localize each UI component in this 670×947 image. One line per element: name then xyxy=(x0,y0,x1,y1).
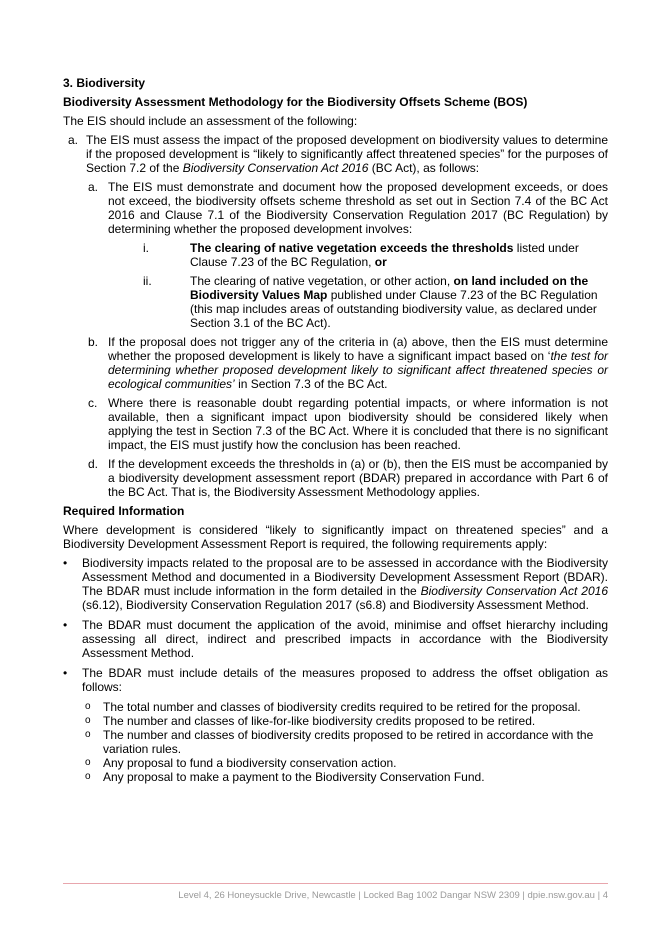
list-marker: ii. xyxy=(143,274,152,288)
subheading-bos: Biodiversity Assessment Methodology for the Biodiversity Offsets Scheme (BOS) xyxy=(63,95,528,109)
sub-bullet-item xyxy=(63,728,608,756)
bullet-item-3 xyxy=(63,666,608,694)
list-item-roman-i xyxy=(63,241,608,269)
sub-c-text: Where there is reasonable doubt regarding potential impacts, or where information is not available, then a significant impact upon biodiversity should be considered likely when applying the test in Section 7.3 of the BC Act. Where it is concluded that there is no significant impact, the EIS must justify how the conclusion has been reached. xyxy=(108,396,608,452)
roman-ii-bold: on land included on the Biodiversity Values Map xyxy=(190,274,589,302)
sub-bullet-text: Any proposal to make a payment to the Biodiversity Conservation Fund. xyxy=(103,770,485,784)
sub-b-text-pre: If the proposal does not trigger any of the criteria in (a) above, then the EIS must determine whether the proposed development is likely to have a significant impact based on ‘ xyxy=(108,335,608,363)
circle-bullet-icon: o xyxy=(85,715,91,726)
bullet2-text: The BDAR must document the application of the avoid, minimise and offset hierarchy including assessing all direct, indirect and prescribed impacts in accordance with the Biodiversity Assessment Method. xyxy=(82,618,608,660)
list-marker: b. xyxy=(88,335,99,349)
list-item-a xyxy=(63,133,608,175)
sub-d-text: If the development exceeds the thresholds in (a) or (b), then the EIS must be accompanied by a biodiversity development assessment report (BDAR) prepared in accordance with Part 6 of the BC Act. That is, the Biodiversity Assessment Methodology applies. xyxy=(108,457,608,499)
bullet-item-2 xyxy=(63,618,608,660)
bullet-icon: • xyxy=(63,556,68,570)
roman-i-bold: The clearing of native vegetation exceeds the thresholds xyxy=(190,241,514,255)
sub-b-text-post: in Section 7.3 of the BC Act. xyxy=(234,377,388,391)
roman-i-or: or xyxy=(374,255,387,269)
sub-bullet-item xyxy=(63,714,608,728)
roman-i-text: listed under Clause 7.23 of the BC Regulation, xyxy=(190,241,579,269)
required-intro: Where development is considered “likely to significantly impact on threatened species” and a Biodiversity Development Assessment Report is required, the following requirements apply: xyxy=(63,523,608,551)
list-marker: i. xyxy=(143,241,149,255)
list-marker: a. xyxy=(88,180,99,194)
bullet1-text-pre: Biodiversity impacts related to the proposal are to be assessed in accordance with the Biodiversity Assessment Method and documented in a Biodiversity Development Assessment Report (BDAR). The BDAR must include information in the form detailed in the xyxy=(82,556,608,598)
sub-bullet-item xyxy=(63,756,608,770)
bullet3-text: The BDAR must include details of the measures proposed to address the offset obligation as follows: xyxy=(82,666,608,694)
bullet1-italic: Biodiversity Conservation Act 2016 xyxy=(420,584,608,598)
sub-bullet-item xyxy=(63,770,608,784)
roman-ii-text-post: published under Clause 7.23 of the BC Regulation (this map includes areas of outstanding biodiversity value, as declared under Section 3.1 of the BC Act). xyxy=(190,288,598,330)
sub-bullet-item xyxy=(63,700,608,714)
list-marker: a. xyxy=(68,133,79,147)
circle-bullet-icon: o xyxy=(85,771,91,782)
roman-ii-text-pre: The clearing of native vegetation, or other action, xyxy=(190,274,454,288)
document-page xyxy=(63,76,608,784)
item-a-italic: Biodiversity Conservation Act 2016 xyxy=(182,161,369,175)
circle-bullet-icon: o xyxy=(85,729,91,740)
bullet1-text-post: (s6.12), Biodiversity Conservation Regulation 2017 (s6.8) and Biodiversity Assessment Method. xyxy=(82,598,589,612)
item-a-text-pre: The EIS must assess the impact of the proposed development on biodiversity values to determine if the proposed development is “likely to significantly affect threatened species” for the purposes of Section 7.2 of the xyxy=(86,133,608,175)
bullet-item-1 xyxy=(63,556,608,612)
list-item-sub-d xyxy=(63,457,608,499)
list-item-sub-b xyxy=(63,335,608,391)
item-a-text-post: (BC Act), as follows: xyxy=(368,161,480,175)
sub-bullet-text: The number and classes of like-for-like biodiversity credits proposed to be retired. xyxy=(103,714,536,728)
footer-text: Level 4, 26 Honeysuckle Drive, Newcastle | Locked Bag 1002 Dangar NSW 2309 | dpie.nsw.gov.au | 4 xyxy=(178,890,608,901)
list-marker: d. xyxy=(88,457,99,471)
intro-text: The EIS should include an assessment of the following: xyxy=(63,114,358,128)
list-item-sub-a xyxy=(63,180,608,236)
list-item-sub-c xyxy=(63,396,608,452)
sub-bullet-text: The number and classes of biodiversity credits proposed to be retired in accordance with the variation rules. xyxy=(103,728,594,756)
sub-bullet-text: The total number and classes of biodiversity credits required to be retired for the proposal. xyxy=(103,700,581,714)
list-marker: c. xyxy=(88,396,98,410)
sub-a-text: The EIS must demonstrate and document how the proposed development exceeds, or does not exceed, the biodiversity offsets scheme threshold as set out in Section 7.4 of the BC Act 2016 and Clause 7.1 of the Biodiversity Conservation Regulation 2017 (BC Regulation) by determining whether the proposed development involves: xyxy=(108,180,608,236)
circle-bullet-icon: o xyxy=(85,757,91,768)
section-heading: 3. Biodiversity xyxy=(63,76,146,90)
circle-bullet-icon: o xyxy=(85,701,91,712)
sub-bullet-text: Any proposal to fund a biodiversity conservation action. xyxy=(103,756,397,770)
sub-b-italic: the test for determining whether proposed development likely to significant affect threatened species or ecological communities’ xyxy=(108,349,608,391)
bullet-icon: • xyxy=(63,666,68,680)
bullet-icon: • xyxy=(63,618,68,632)
list-item-roman-ii xyxy=(63,274,608,330)
required-heading: Required Information xyxy=(63,504,185,518)
page-footer xyxy=(63,883,608,903)
